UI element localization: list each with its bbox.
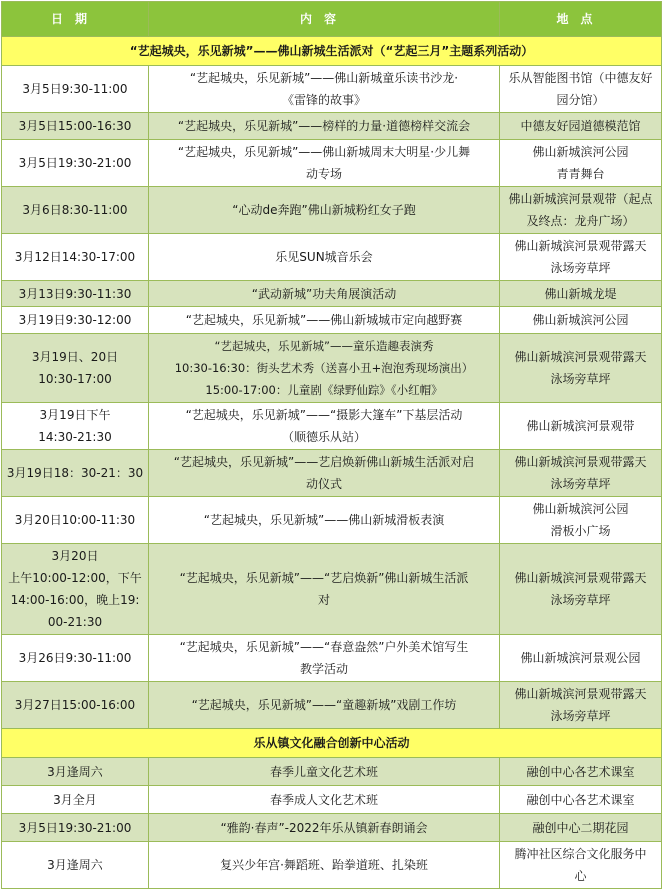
row-date: 3月19日下午 14:30-21:30 xyxy=(2,403,149,450)
table-row xyxy=(2,758,662,786)
header-location: 地点 xyxy=(500,2,662,37)
row-location: 佛山新城滨河公园 青青舞台 xyxy=(500,140,662,187)
row-content: 春季成人文化艺术班 xyxy=(149,786,500,814)
table-row xyxy=(2,497,662,544)
row-date: 3月26日9:30-11:00 xyxy=(2,635,149,682)
row-location: 佛山新城滨河景观带露天 泳场旁草坪 xyxy=(500,682,662,729)
table-row xyxy=(2,635,662,682)
row-content: “艺起城央，乐见新城”——佛山新城童乐读书沙龙· 《雷锋的故事》 xyxy=(149,66,500,113)
row-date: 3月逢周六 xyxy=(2,758,149,786)
row-date: 3月5日19:30-21:00 xyxy=(2,814,149,842)
table-row xyxy=(2,786,662,814)
row-location: 佛山新城滨河公园 滑板小广场 xyxy=(500,497,662,544)
row-content: 乐见SUN城音乐会 xyxy=(149,234,500,281)
row-date: 3月逢周六 xyxy=(2,842,149,889)
row-location: 佛山新城滨河景观带露天 泳场旁草坪 xyxy=(500,450,662,497)
row-location: 融创中心各艺术课室 xyxy=(500,786,662,814)
row-location: 中德友好园道德模范馆 xyxy=(500,113,662,140)
row-content: “艺起城央，乐见新城”——佛山新城滑板表演 xyxy=(149,497,500,544)
table-row xyxy=(2,234,662,281)
header-date: 日期 xyxy=(2,2,149,37)
row-date: 3月13日9:30-11:30 xyxy=(2,281,149,307)
table-row xyxy=(2,544,662,635)
row-content: “艺起城央，乐见新城”——“摄影大篷车”下基层活动 （顺德乐从站） xyxy=(149,403,500,450)
row-date: 3月20日 上午10:00-12:00，下午 14:00-16:00，晚上19: 00-21:30 xyxy=(2,544,149,635)
section-title: “艺起城央，乐见新城”——佛山新城生活派对（“艺起三月”主题系列活动） xyxy=(2,37,662,66)
row-location: 佛山新城滨河景观公园 xyxy=(500,635,662,682)
table-row xyxy=(2,307,662,334)
row-content: 复兴少年宫·舞蹈班、跆拳道班、扎染班 xyxy=(149,842,500,889)
row-content: “艺起城央，乐见新城”——“童趣新城”戏剧工作坊 xyxy=(149,682,500,729)
row-content: “心动de奔跑”佛山新城粉红女子跑 xyxy=(149,187,500,234)
table-row xyxy=(2,682,662,729)
section-title-row xyxy=(2,729,662,758)
row-date: 3月全月 xyxy=(2,786,149,814)
row-date: 3月6日8:30-11:00 xyxy=(2,187,149,234)
row-date: 3月12日14:30-17:00 xyxy=(2,234,149,281)
header-row xyxy=(2,2,662,37)
table-row xyxy=(2,814,662,842)
row-content: “武动新城”功夫角展演活动 xyxy=(149,281,500,307)
row-location: 佛山新城滨河景观带（起点 及终点：龙舟广场） xyxy=(500,187,662,234)
row-date: 3月19日9:30-12:00 xyxy=(2,307,149,334)
row-content: “雅韵·春声”-2022年乐从镇新春朗诵会 xyxy=(149,814,500,842)
row-content: “艺起城央，乐见新城”——“春意盎然”户外美术馆写生 教学活动 xyxy=(149,635,500,682)
table-row xyxy=(2,66,662,113)
table-row xyxy=(2,140,662,187)
row-date: 3月5日19:30-21:00 xyxy=(2,140,149,187)
row-content: “艺起城央，乐见新城”——“艺启焕新”佛山新城生活派 对 xyxy=(149,544,500,635)
row-content: 春季儿童文化艺术班 xyxy=(149,758,500,786)
header-content: 内容 xyxy=(149,2,500,37)
row-location: 融创中心二期花园 xyxy=(500,814,662,842)
section-title: 乐从镇文化融合创新中心活动 xyxy=(2,729,662,758)
section-title-row xyxy=(2,37,662,66)
row-location: 腾冲社区综合文化服务中 心 xyxy=(500,842,662,889)
row-location: 融创中心各艺术课室 xyxy=(500,758,662,786)
row-location: 佛山新城龙堤 xyxy=(500,281,662,307)
row-date: 3月19日、20日 10:30-17:00 xyxy=(2,334,149,403)
table-row xyxy=(2,842,662,889)
table-row xyxy=(2,187,662,234)
row-content: “艺起城央，乐见新城”——艺启焕新佛山新城生活派对启 动仪式 xyxy=(149,450,500,497)
table-row xyxy=(2,450,662,497)
row-content: “艺起城央，乐见新城”——佛山新城城市定向越野赛 xyxy=(149,307,500,334)
row-date: 3月19日18：30-21：30 xyxy=(2,450,149,497)
row-location: 佛山新城滨河景观带 xyxy=(500,403,662,450)
table-row xyxy=(2,334,662,403)
schedule-table xyxy=(1,1,662,889)
row-location: 乐从智能图书馆（中德友好 园分馆） xyxy=(500,66,662,113)
row-date: 3月20日10:00-11:30 xyxy=(2,497,149,544)
row-date: 3月5日15:00-16:30 xyxy=(2,113,149,140)
row-location: 佛山新城滨河公园 xyxy=(500,307,662,334)
row-location: 佛山新城滨河景观带露天 泳场旁草坪 xyxy=(500,334,662,403)
table-row xyxy=(2,403,662,450)
row-date: 3月27日15:00-16:00 xyxy=(2,682,149,729)
table-row xyxy=(2,113,662,140)
table-row xyxy=(2,281,662,307)
row-location: 佛山新城滨河景观带露天 泳场旁草坪 xyxy=(500,544,662,635)
row-content: “艺起城央，乐见新城”——童乐造趣表演秀 10:30-16:30：街头艺术秀（送喜小丑+泡泡秀现场演出） 15:00-17:00：儿童剧《绿野仙踪》《小红帽》 xyxy=(149,334,500,403)
row-content: “艺起城央，乐见新城”——佛山新城周末大明星·少儿舞 动专场 xyxy=(149,140,500,187)
row-location: 佛山新城滨河景观带露天 泳场旁草坪 xyxy=(500,234,662,281)
row-content: “艺起城央，乐见新城”——榜样的力量·道德榜样交流会 xyxy=(149,113,500,140)
row-date: 3月5日9:30-11:00 xyxy=(2,66,149,113)
